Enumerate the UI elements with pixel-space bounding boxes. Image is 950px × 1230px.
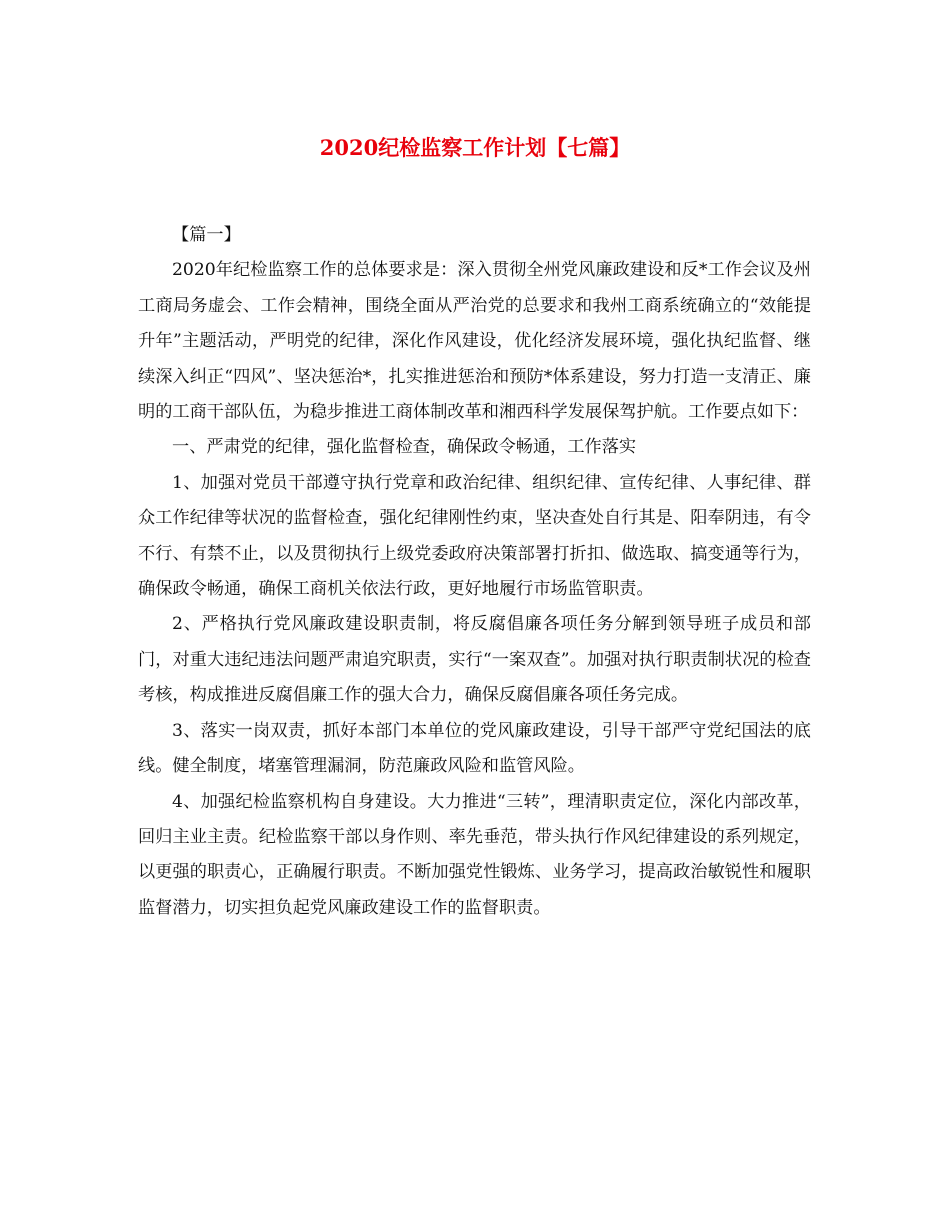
paragraph-heading-1: 一、严肃党的纪律，强化监督检查，确保政令畅通，工作落实 — [172, 437, 637, 458]
document-body — [138, 218, 811, 926]
paragraph-intro: 2020年纪检监察工作的总体要求是：深入贯彻全州党风廉政建设和反*工作会议及州工商局务虚会、工作会精神，围绕全面从严治党的总要求和我州工商系统确立的“效能提升年”主题活动，严明党的纪律，深化作风建设，优化经济发展环境，强化执纪监督、继续深入纠正“四风”、坚决惩治*，扎实推进惩治和预防*体系建设，努力打造一支清正、廉明的工商干部队伍，为稳步推进工商体制改革和湘西科学发展保驾护航。工作要点如下： — [138, 260, 811, 423]
paragraph-item-2: 2、严格执行党风廉政建设职责制，将反腐倡廉各项任务分解到领导班子成员和部门，对重大违纪违法问题严肃追究职责，实行“一案双查”。加强对执行职责制状况的检查考核，构成推进反腐倡廉工作的强大合力，确保反腐倡廉各项任务完成。 — [138, 614, 811, 706]
paragraph-item-3: 3、落实一岗双责，抓好本部门本单位的党风廉政建设，引导干部严守党纪国法的底线。健全制度，堵塞管理漏洞，防范廉政风险和监管风险。 — [138, 720, 811, 777]
paragraph-item-1: 1、加强对党员干部遵守执行党章和政治纪律、组织纪律、宣传纪律、人事纪律、群众工作纪律等状况的监督检查，强化纪律刚性约束，坚决查处自行其是、阳奉阴违，有令不行、有禁不止，以及贯彻执行上级党委政府决策部署打折扣、做选取、搞变通等行为，确保政令畅通，确保工商机关依法行政，更好地履行市场监管职责。 — [138, 472, 811, 600]
document-title: 2020纪检监察工作计划【七篇】 — [319, 135, 631, 160]
paragraph-item-4: 4、加强纪检监察机构自身建设。大力推进“三转”，理清职责定位，深化内部改革，回归主业主责。纪检监察干部以身作则、率先垂范，带头执行作风纪律建设的系列规定，以更强的职责心，正确履行职责。不断加强党性锻炼、业务学习，提高政治敏锐性和履职监督潜力，切实担负起党风廉政建设工作的监督职责。 — [138, 791, 811, 918]
section-label: 【篇一】 — [172, 225, 241, 245]
